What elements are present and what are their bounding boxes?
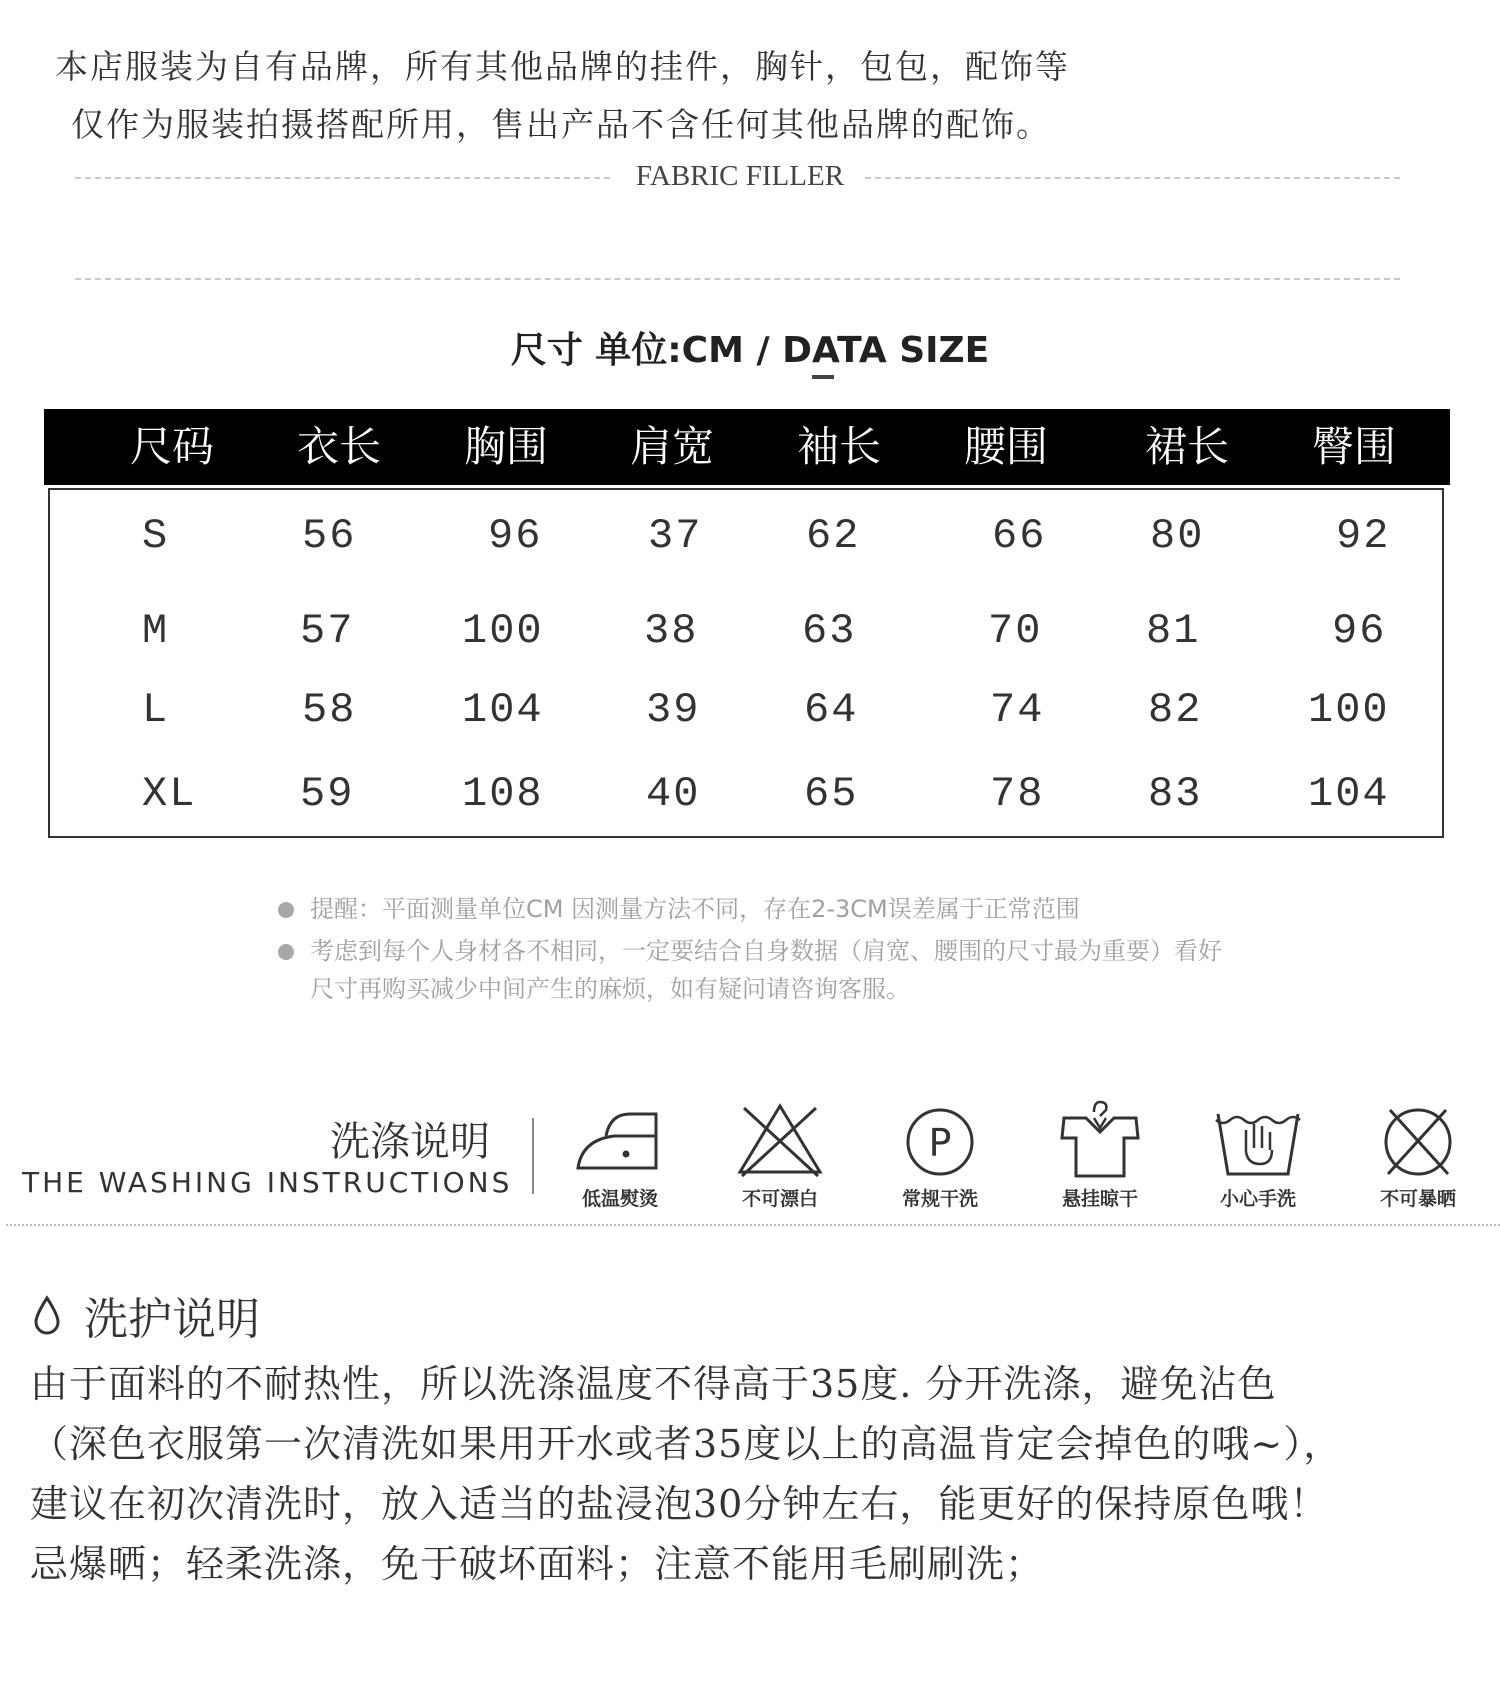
cell-shoulder: 38 bbox=[644, 607, 699, 655]
tip-item bbox=[278, 890, 1238, 928]
cell-length: 56 bbox=[302, 512, 357, 560]
washing-separator bbox=[532, 1118, 534, 1194]
cell-shoulder: 37 bbox=[648, 512, 703, 560]
cell-length: 57 bbox=[300, 607, 355, 655]
cell-sleeve: 62 bbox=[806, 512, 861, 560]
cell-skirt-length: 81 bbox=[1146, 607, 1201, 655]
cell-hip: 104 bbox=[1308, 770, 1390, 818]
icon-label: 悬挂晾干 bbox=[1061, 1188, 1138, 1210]
cell-waist: 74 bbox=[990, 686, 1045, 734]
tip-item bbox=[278, 932, 1238, 1008]
table-row bbox=[50, 601, 1442, 661]
header-length: 衣长 bbox=[297, 422, 382, 471]
water-drop-icon bbox=[32, 1295, 62, 1335]
header-size: 尺码 bbox=[130, 422, 215, 471]
care-line: 由于面料的不耐热性，所以洗涤温度不得高于35度. 分开洗涤，避免沾色 bbox=[30, 1362, 1277, 1406]
cell-size: L bbox=[142, 686, 170, 734]
cell-waist: 78 bbox=[990, 770, 1045, 818]
cell-hip: 96 bbox=[1332, 607, 1387, 655]
size-table-header bbox=[44, 409, 1450, 485]
cell-length: 59 bbox=[300, 770, 355, 818]
divider-full bbox=[75, 278, 1400, 280]
cell-size: XL bbox=[142, 770, 197, 818]
size-table-title: 尺寸 单位:CM / DATA SIZE bbox=[510, 330, 990, 371]
notice-line-2: 仅作为服装拍摄搭配所用，售出产品不含任何其他品牌的配饰。 bbox=[71, 105, 1051, 144]
care-icon-handwash bbox=[1198, 1100, 1318, 1211]
header-bust: 胸围 bbox=[464, 422, 549, 471]
care-title: 洗护说明 bbox=[84, 1294, 260, 1345]
title-underline-mark bbox=[812, 375, 834, 379]
tip-text: 考虑到每个人身材各不相同，一定要结合自身数据（肩宽、腰围的尺寸最为重要）看好尺寸再购买减少中间产生的麻烦，如有疑问请咨询客服。 bbox=[310, 937, 1222, 1003]
care-line: 建议在初次清洗时，放入适当的盐浸泡30分钟左右，能更好的保持原色哦！ bbox=[30, 1482, 1329, 1526]
cell-waist: 66 bbox=[992, 512, 1047, 560]
care-icon-iron bbox=[560, 1100, 680, 1211]
no-tumble-dry-icon bbox=[1368, 1100, 1468, 1180]
care-icon-bleach bbox=[720, 1100, 840, 1211]
cell-skirt-length: 82 bbox=[1148, 686, 1203, 734]
cell-bust: 108 bbox=[462, 770, 544, 818]
tip-text: 提醒：平面测量单位CM 因测量方法不同，存在2-3CM误差属于正常范围 bbox=[310, 895, 1080, 923]
icon-label: 不可暴晒 bbox=[1379, 1188, 1456, 1210]
cell-hip: 92 bbox=[1336, 512, 1391, 560]
no-bleach-icon bbox=[730, 1100, 830, 1180]
cell-size: S bbox=[142, 512, 170, 560]
cell-shoulder: 39 bbox=[646, 686, 701, 734]
care-heading bbox=[32, 1283, 260, 1347]
icon-label: 小心手洗 bbox=[1219, 1188, 1296, 1210]
bullet-dot bbox=[278, 902, 294, 918]
cell-bust: 104 bbox=[462, 686, 544, 734]
dry-clean-p-icon bbox=[890, 1100, 990, 1180]
dry-clean-symbol: P bbox=[928, 1121, 952, 1165]
cell-sleeve: 64 bbox=[804, 686, 859, 734]
section-divider bbox=[6, 1224, 1500, 1226]
divider-right bbox=[865, 177, 1400, 179]
fabric-filler-label: FABRIC FILLER bbox=[635, 160, 845, 192]
washing-subtitle: THE WASHING INSTRUCTIONS bbox=[22, 1166, 513, 1199]
notice-line-1: 本店服装为自有品牌，所有其他品牌的挂件，胸针，包包，配饰等 bbox=[55, 47, 1070, 86]
cell-length: 58 bbox=[302, 686, 357, 734]
iron-low-icon bbox=[570, 1100, 670, 1180]
cell-skirt-length: 80 bbox=[1150, 512, 1205, 560]
icon-label: 常规干洗 bbox=[901, 1188, 978, 1210]
cell-sleeve: 65 bbox=[804, 770, 859, 818]
header-shoulder: 肩宽 bbox=[630, 422, 715, 471]
measurement-tips bbox=[278, 890, 1238, 1008]
divider-left bbox=[75, 177, 610, 179]
header-hip: 臀围 bbox=[1312, 422, 1397, 471]
care-icon-dryclean bbox=[880, 1100, 1000, 1211]
cell-skirt-length: 83 bbox=[1148, 770, 1203, 818]
size-table-body bbox=[48, 488, 1444, 838]
care-icon-sun bbox=[1358, 1100, 1478, 1211]
header-skirt-length: 裙长 bbox=[1145, 422, 1230, 471]
bullet-dot bbox=[278, 944, 294, 960]
cell-hip: 100 bbox=[1308, 686, 1390, 734]
icon-label: 低温熨烫 bbox=[581, 1188, 658, 1210]
brand-notice bbox=[55, 38, 1070, 154]
table-row bbox=[50, 764, 1442, 824]
cell-bust: 96 bbox=[488, 512, 543, 560]
cell-bust: 100 bbox=[462, 607, 544, 655]
care-line: （深色衣服第一次清洗如果用开水或者35度以上的高温肯定会掉色的哦~）， bbox=[30, 1422, 1343, 1466]
table-row bbox=[50, 680, 1442, 740]
header-waist: 腰围 bbox=[964, 422, 1049, 471]
hang-dry-icon bbox=[1050, 1100, 1150, 1180]
care-icon-hang bbox=[1040, 1100, 1160, 1211]
icon-label: 不可漂白 bbox=[741, 1188, 818, 1210]
table-row bbox=[50, 506, 1442, 566]
hand-wash-icon bbox=[1208, 1100, 1308, 1180]
header-sleeve: 袖长 bbox=[797, 422, 882, 471]
care-line: 忌爆晒；轻柔洗涤，免于破坏面料；注意不能用毛刷刷洗； bbox=[30, 1542, 1045, 1586]
cell-sleeve: 63 bbox=[802, 607, 857, 655]
washing-title: 洗涤说明 bbox=[330, 1119, 490, 1165]
cell-shoulder: 40 bbox=[646, 770, 701, 818]
cell-size: M bbox=[142, 607, 170, 655]
care-instructions bbox=[30, 1354, 1490, 1594]
cell-waist: 70 bbox=[988, 607, 1043, 655]
